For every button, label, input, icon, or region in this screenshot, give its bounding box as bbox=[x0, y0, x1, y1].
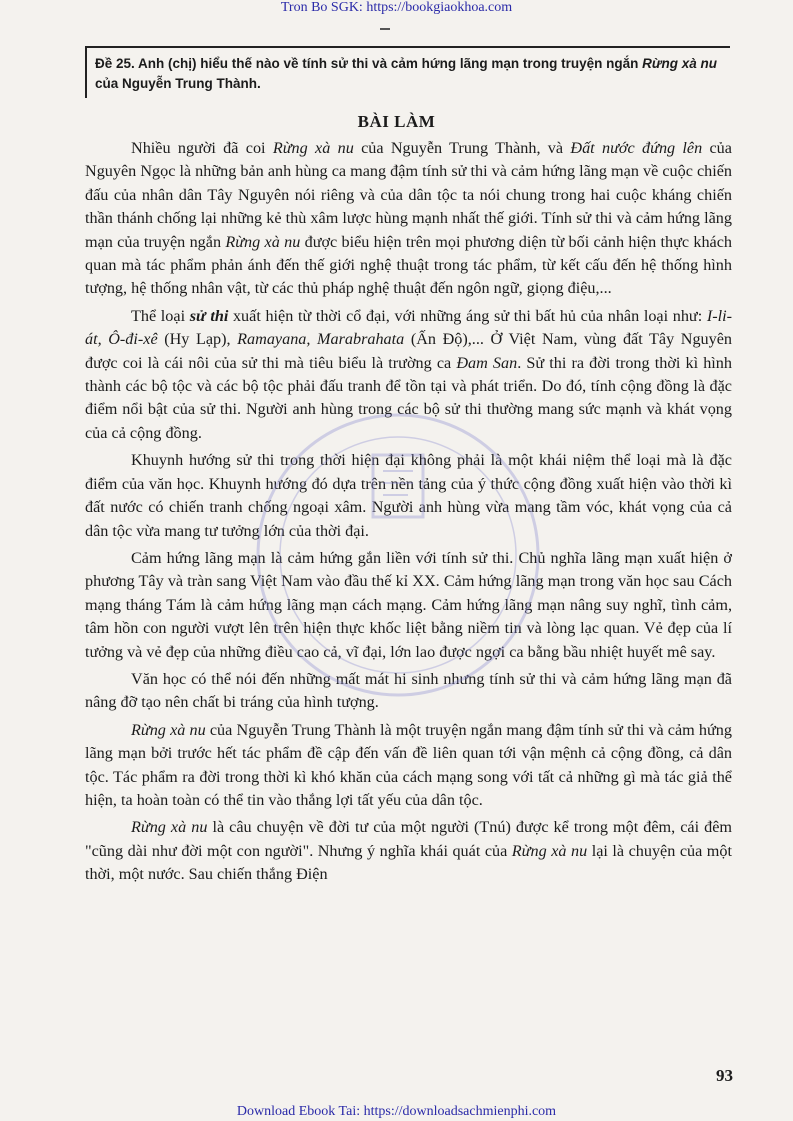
p2-text: (Hy Lạp), bbox=[157, 330, 238, 349]
header-dash-mark bbox=[380, 28, 390, 30]
p7-title: Rừng xà nu bbox=[131, 818, 208, 837]
p1-title: Rừng xà nu bbox=[225, 232, 301, 251]
p2-term: sử thi bbox=[189, 306, 229, 325]
p1-text: được biểu hiện trên mọi phương diện từ bối cảnh hiện thực khách quan mà tác phẩm phản ánh đến thế giới nghệ thuật trong tác phẩm, từ kết cấu đến hệ thống hình tượng, hệ thống nhân vật, từ các thủ pháp nghệ thuật đến ngôn ngữ, giọng điệu,... bbox=[85, 232, 733, 298]
essay-body bbox=[85, 137, 732, 891]
footer-source-note: Download Ebook Tai: https://downloadsachmienphi.com bbox=[236, 1104, 557, 1119]
p1-text: Nhiều người đã coi bbox=[131, 139, 273, 157]
p7-text: lại là chuyện của một thời, một nước. Sau chiến thắng Điện bbox=[85, 841, 732, 884]
p6-title: Rừng xà nu bbox=[131, 720, 206, 739]
paragraph-5: Văn học có thể nói đến những mất mát hi sinh nhưng tính sử thi và cảm hứng lãng mạn đã nâng đỡ tạo nên chất bi tráng của hình tượng. bbox=[85, 669, 732, 712]
p7-text: là câu chuyện về đời tư của một người (Tnú) được kể trong một đêm, cái đêm "cũng dài như đời một con người". Nhưng ý nghĩa khái quát của bbox=[85, 818, 732, 860]
essay-topic-box bbox=[85, 46, 730, 98]
p1-text: của Nguyên Ngọc là những bản anh hùng ca mang đậm tính sử thi và cảm hứng lãng mạn về cuộc chiến đấu của nhân dân Tây Nguyên nói riêng và của dân tộc ta nói chung trong hai cuộc kháng chiến thần thánh chống lại những kẻ thù xâm lược hùng mạnh nhất thế giới. Tính sử thi và cảm hứng lãng mạn của truyện ngắn bbox=[85, 139, 732, 251]
paragraph-7 bbox=[85, 816, 732, 886]
page-number: 93 bbox=[716, 1066, 733, 1085]
topic-text-a: Anh (chị) hiểu thế nào về tính sử thi và cảm hứng lãng mạn trong truyện ngắn bbox=[134, 56, 643, 71]
paragraph-1 bbox=[85, 137, 732, 301]
p2-title: Ramayana, Marabrahata bbox=[237, 330, 405, 349]
topic-text-b: của Nguyễn Trung Thành. bbox=[95, 76, 261, 91]
p1-title: Rừng xà nu bbox=[272, 139, 354, 157]
paragraph-6 bbox=[85, 719, 732, 813]
topic-label: Đề 25. bbox=[95, 56, 135, 71]
p6-text: của Nguyễn Trung Thành là một truyện ngắn mang đậm tính sử thi và cảm hứng lãng mạn bởi trước hết tác phẩm đề cập đến vấn đề liên quan tới vận mệnh cả cộng đồng, cả dân tộc. Tác phẩm ra đời trong thời kì khó khăn của cách mạng song với tất cả những gì mà tác giả thể hiện, ta hoàn toàn có thể tin vào thắng lợi tất yếu của dân tộc. bbox=[85, 720, 732, 809]
p2-title: I-li-át, Ô-đi-xê bbox=[85, 306, 732, 349]
p7-title: Rừng xà nu bbox=[511, 841, 588, 860]
p2-text: . Sử thi ra đời trong thời kì hình thành các bộ tộc và các bộ tộc phải đấu tranh để tồn tại và phát triển. Do đó, tính cộng đồng là đặc điểm nổi bật của sử thi. Người anh hùng trong các bộ sử thi thường mang sức mạnh và khát vọng của cả cộng đồng. bbox=[85, 353, 732, 442]
p1-text: của Nguyễn Trung Thành, và bbox=[353, 139, 571, 157]
p2-text: xuất hiện từ thời cổ đại, với những áng sử thi bất hủ của nhân loại như: bbox=[228, 306, 707, 325]
p2-text: (Ấn Độ),... Ở Việt Nam, vùng đất Tây Nguyên được coi là cái nôi của sử thi mà tiêu biểu là trường ca bbox=[85, 330, 733, 372]
p2-title: Đam San bbox=[456, 353, 518, 372]
p1-title: Đất nước đứng lên bbox=[570, 139, 703, 157]
paragraph-4: Cảm hứng lãng mạn là cảm hứng gắn liền với tính sử thi. Chủ nghĩa lãng mạn xuất hiện ở phương Tây và tràn sang Việt Nam vào đầu thế kỉ XX. Cảm hứng lãng mạn trong văn học sau Cách mạng tháng Tám là cảm hứng lãng mạn cách mạng. Cảm hứng lãng mạn nâng suy nghĩ, tình cảm, tâm hồn con người vượt lên trên hiện thực khốc liệt bằng niềm tin và lòng lạc quan. Vẻ đẹp của lí tưởng và vẻ đẹp của những điều cao cả, vĩ đại, lớn lao được ngợi ca bằng bầu nhiệt huyết mê say. bbox=[85, 548, 732, 661]
paragraph-3: Khuynh hướng sử thi trong thời hiện đại không phải là một khái niệm thể loại mà là đặc điểm của văn học. Khuynh hướng đó dựa trên nền tảng của ý thức cộng đồng xuất hiện vào thời kì đất nước có chiến tranh chống ngoại xâm. Người anh hùng vừa mang tầm vóc, khát vọng của cả dân tộc vừa mang tư tưởng lớn của thời đại. bbox=[85, 451, 732, 540]
header-source-note: Tron Bo SGK: https://bookgiaokhoa.com bbox=[280, 0, 513, 15]
topic-work-title: Rừng xà nu bbox=[642, 56, 718, 71]
p2-text: Thể loại bbox=[131, 306, 190, 325]
section-heading: BÀI LÀM bbox=[357, 112, 436, 131]
paragraph-2 bbox=[85, 305, 732, 445]
